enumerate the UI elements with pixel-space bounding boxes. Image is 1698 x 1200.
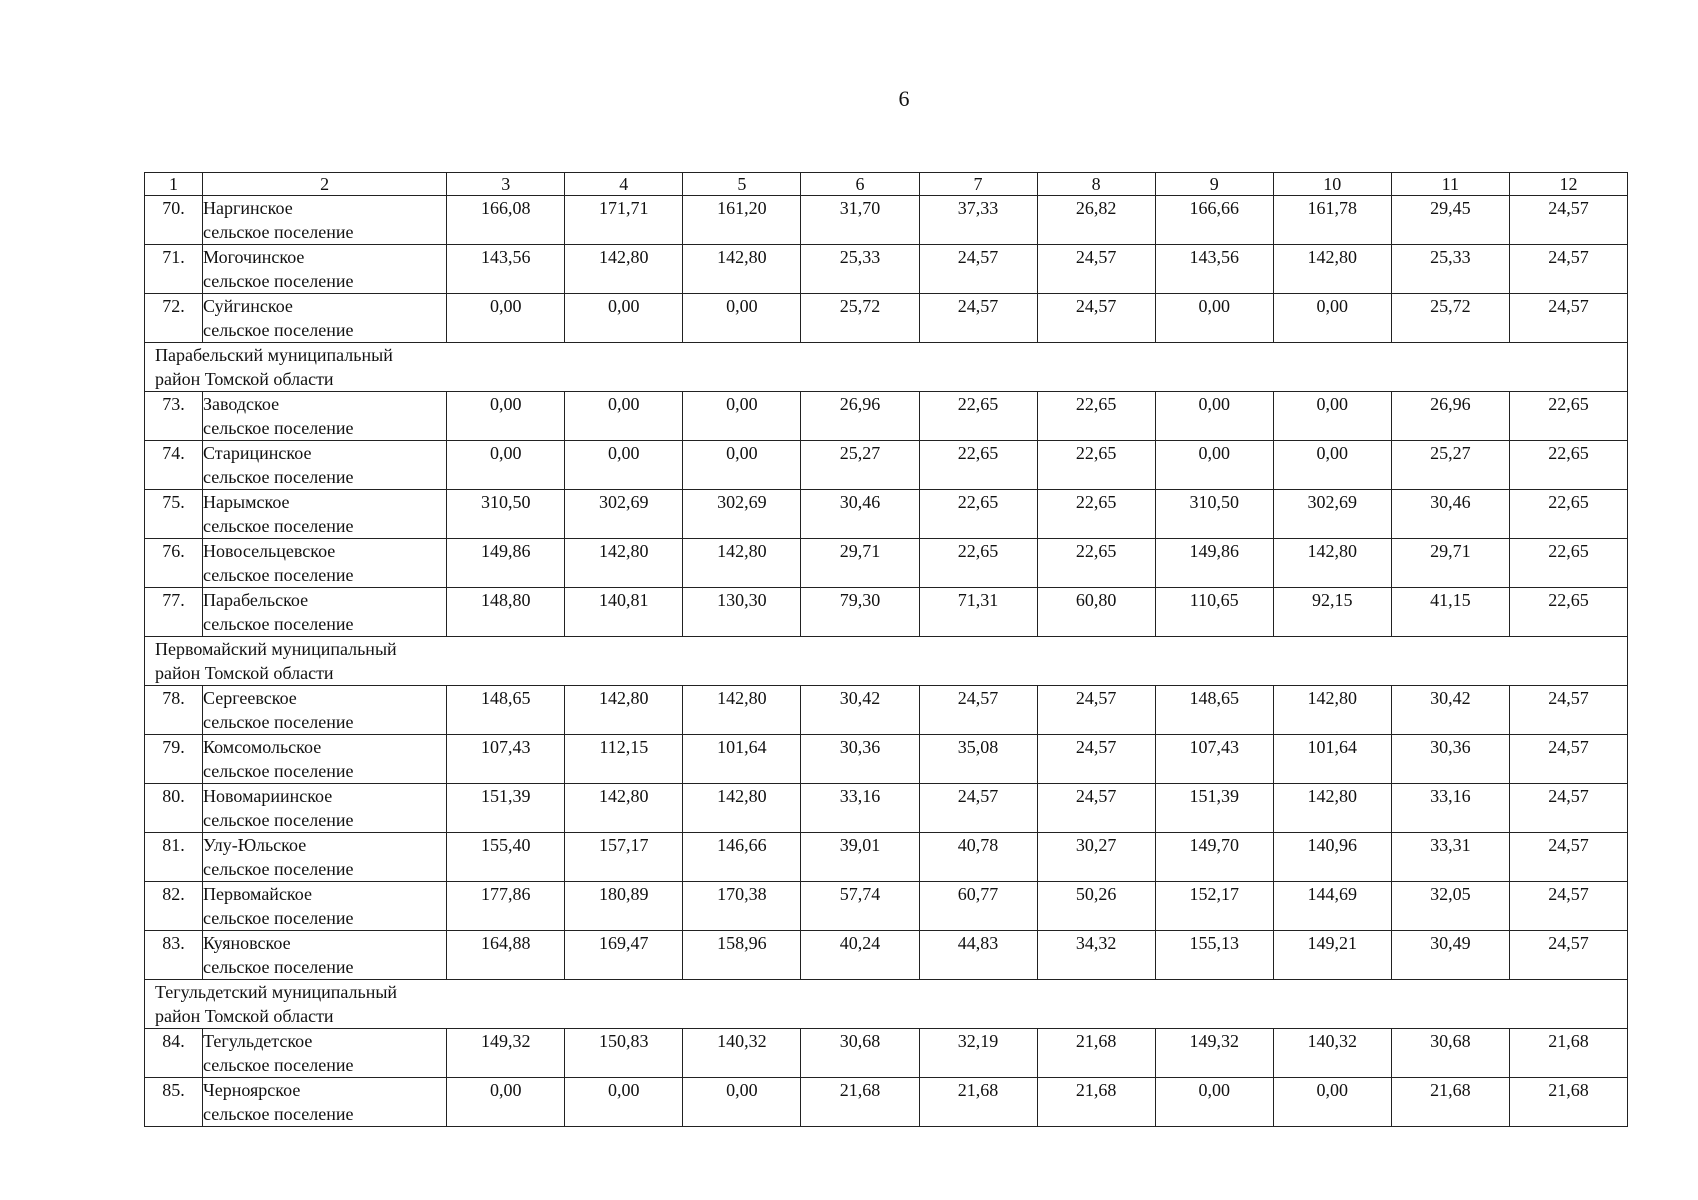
settlement-name-line1: Могочинское [203,247,305,267]
value-cell: 0,00 [565,294,683,343]
value-cell: 25,27 [801,441,919,490]
value-cell: 0,00 [565,441,683,490]
value-cell: 140,96 [1273,833,1391,882]
header-row [145,173,1628,196]
value-cell: 25,72 [1391,294,1509,343]
value-cell: 40,78 [919,833,1037,882]
value-cell: 0,00 [1273,1078,1391,1127]
value-cell: 44,83 [919,931,1037,980]
settlement-name-line1: Наргинское [203,198,293,218]
table-row [145,931,1628,980]
settlement-name-line2: сельское поселение [203,859,354,879]
row-number: 84. [145,1029,203,1078]
value-cell: 142,80 [1273,539,1391,588]
value-cell: 24,57 [1509,735,1627,784]
value-cell: 24,57 [919,245,1037,294]
row-number: 72. [145,294,203,343]
value-cell: 0,00 [447,1078,565,1127]
value-cell: 21,68 [1509,1029,1627,1078]
value-cell: 0,00 [447,441,565,490]
value-cell: 302,69 [565,490,683,539]
header-cell: 12 [1509,173,1627,196]
value-cell: 169,47 [565,931,683,980]
value-cell: 24,57 [919,784,1037,833]
value-cell: 22,65 [1037,490,1155,539]
value-cell: 161,20 [683,196,801,245]
value-cell: 24,57 [1509,686,1627,735]
value-cell: 142,80 [683,245,801,294]
value-cell: 310,50 [1155,490,1273,539]
value-cell: 107,43 [447,735,565,784]
value-cell: 22,65 [919,539,1037,588]
value-cell: 24,57 [1037,784,1155,833]
settlement-name-line1: Комсомольское [203,737,322,757]
settlement-name-line2: сельское поселение [203,810,354,830]
group-title [145,343,1628,392]
value-cell: 25,33 [1391,245,1509,294]
value-cell: 22,65 [1509,441,1627,490]
value-cell: 30,42 [801,686,919,735]
value-cell: 24,57 [919,686,1037,735]
header-cell: 6 [801,173,919,196]
value-cell: 151,39 [1155,784,1273,833]
row-number: 82. [145,882,203,931]
value-cell: 148,65 [447,686,565,735]
group-row [145,343,1628,392]
row-number: 70. [145,196,203,245]
settlement-name [203,784,447,833]
table-row [145,196,1628,245]
value-cell: 33,31 [1391,833,1509,882]
value-cell: 140,81 [565,588,683,637]
settlement-name [203,686,447,735]
value-cell: 142,80 [1273,784,1391,833]
value-cell: 30,49 [1391,931,1509,980]
value-cell: 24,57 [1509,784,1627,833]
value-cell: 143,56 [1155,245,1273,294]
value-cell: 142,80 [683,784,801,833]
table-row [145,294,1628,343]
value-cell: 24,57 [1509,196,1627,245]
value-cell: 24,57 [1509,245,1627,294]
value-cell: 0,00 [1155,294,1273,343]
value-cell: 0,00 [683,1078,801,1127]
value-cell: 0,00 [1273,441,1391,490]
value-cell: 157,17 [565,833,683,882]
header-cell: 10 [1273,173,1391,196]
table-row [145,784,1628,833]
value-cell: 144,69 [1273,882,1391,931]
settlement-name [203,1078,447,1127]
settlement-name [203,490,447,539]
value-cell: 30,46 [1391,490,1509,539]
value-cell: 177,86 [447,882,565,931]
value-cell: 26,96 [801,392,919,441]
group-title-line1: Парабельский муниципальный [155,345,393,365]
value-cell: 146,66 [683,833,801,882]
table-row [145,1029,1628,1078]
table-body [145,173,1628,1127]
group-title-line2: район Томской области [155,663,334,683]
settlement-name-line1: Тегульдетское [203,1031,313,1051]
value-cell: 37,33 [919,196,1037,245]
value-cell: 0,00 [683,392,801,441]
value-cell: 29,71 [1391,539,1509,588]
table-row [145,588,1628,637]
row-number: 85. [145,1078,203,1127]
settlement-name-line2: сельское поселение [203,957,354,977]
value-cell: 21,68 [919,1078,1037,1127]
value-cell: 22,65 [1509,392,1627,441]
value-cell: 143,56 [447,245,565,294]
value-cell: 302,69 [683,490,801,539]
settlement-name-line2: сельское поселение [203,271,354,291]
value-cell: 24,57 [1509,882,1627,931]
value-cell: 92,15 [1273,588,1391,637]
value-cell: 0,00 [447,294,565,343]
group-title [145,980,1628,1029]
value-cell: 149,86 [1155,539,1273,588]
value-cell: 142,80 [1273,686,1391,735]
settlement-name-line2: сельское поселение [203,614,354,634]
settlement-name [203,539,447,588]
value-cell: 0,00 [565,1078,683,1127]
settlement-name-line2: сельское поселение [203,418,354,438]
table-row [145,882,1628,931]
value-cell: 0,00 [1273,392,1391,441]
group-title-line1: Тегульдетский муниципальный [155,982,398,1002]
row-number: 83. [145,931,203,980]
value-cell: 0,00 [683,294,801,343]
value-cell: 21,68 [1509,1078,1627,1127]
value-cell: 142,80 [683,686,801,735]
table-row [145,539,1628,588]
header-cell: 4 [565,173,683,196]
settlement-name [203,196,447,245]
settlement-name-line1: Куяновское [203,933,291,953]
settlement-name-line1: Заводское [203,394,280,414]
value-cell: 152,17 [1155,882,1273,931]
value-cell: 22,65 [919,490,1037,539]
value-cell: 22,65 [1037,441,1155,490]
value-cell: 71,31 [919,588,1037,637]
value-cell: 21,68 [801,1078,919,1127]
value-cell: 171,71 [565,196,683,245]
header-cell: 3 [447,173,565,196]
value-cell: 142,80 [1273,245,1391,294]
settlement-name-line2: сельское поселение [203,320,354,340]
value-cell: 22,65 [1037,392,1155,441]
value-cell: 0,00 [1155,392,1273,441]
value-cell: 24,57 [919,294,1037,343]
value-cell: 31,70 [801,196,919,245]
row-number: 74. [145,441,203,490]
table-row [145,245,1628,294]
value-cell: 0,00 [683,441,801,490]
value-cell: 21,68 [1391,1078,1509,1127]
value-cell: 24,57 [1037,686,1155,735]
value-cell: 30,36 [801,735,919,784]
table-row [145,833,1628,882]
value-cell: 140,32 [683,1029,801,1078]
settlement-name-line2: сельское поселение [203,516,354,536]
table-row [145,735,1628,784]
value-cell: 101,64 [1273,735,1391,784]
value-cell: 148,65 [1155,686,1273,735]
value-cell: 0,00 [565,392,683,441]
settlement-name-line1: Сергеевское [203,688,297,708]
value-cell: 26,82 [1037,196,1155,245]
value-cell: 32,05 [1391,882,1509,931]
value-cell: 110,65 [1155,588,1273,637]
value-cell: 166,66 [1155,196,1273,245]
value-cell: 33,16 [1391,784,1509,833]
value-cell: 140,32 [1273,1029,1391,1078]
value-cell: 30,68 [1391,1029,1509,1078]
table-row [145,392,1628,441]
table-row [145,686,1628,735]
settlement-name [203,441,447,490]
value-cell: 310,50 [447,490,565,539]
group-title [145,637,1628,686]
value-cell: 112,15 [565,735,683,784]
value-cell: 25,72 [801,294,919,343]
value-cell: 30,27 [1037,833,1155,882]
settlement-name [203,833,447,882]
value-cell: 29,45 [1391,196,1509,245]
value-cell: 22,65 [1037,539,1155,588]
value-cell: 142,80 [683,539,801,588]
value-cell: 149,70 [1155,833,1273,882]
value-cell: 0,00 [1155,1078,1273,1127]
settlement-name [203,1029,447,1078]
value-cell: 60,77 [919,882,1037,931]
value-cell: 22,65 [1509,490,1627,539]
value-cell: 0,00 [1273,294,1391,343]
settlement-name-line2: сельское поселение [203,908,354,928]
value-cell: 50,26 [1037,882,1155,931]
table-row [145,441,1628,490]
group-title-line2: район Томской области [155,1006,334,1026]
settlement-name-line1: Новомариинское [203,786,333,806]
group-title-line1: Первомайский муниципальный [155,639,397,659]
settlement-name-line1: Суйгинское [203,296,293,316]
row-number: 79. [145,735,203,784]
row-number: 77. [145,588,203,637]
value-cell: 0,00 [1155,441,1273,490]
row-number: 73. [145,392,203,441]
value-cell: 302,69 [1273,490,1391,539]
value-cell: 155,40 [447,833,565,882]
value-cell: 107,43 [1155,735,1273,784]
header-cell: 7 [919,173,1037,196]
header-cell: 8 [1037,173,1155,196]
table-row [145,1078,1628,1127]
value-cell: 29,71 [801,539,919,588]
value-cell: 30,68 [801,1029,919,1078]
settlement-name-line1: Новосельцевское [203,541,336,561]
value-cell: 149,32 [1155,1029,1273,1078]
value-cell: 22,65 [919,392,1037,441]
settlement-name-line2: сельское поселение [203,1055,354,1075]
value-cell: 21,68 [1037,1029,1155,1078]
value-cell: 148,80 [447,588,565,637]
value-cell: 142,80 [565,686,683,735]
value-cell: 101,64 [683,735,801,784]
group-title-line2: район Томской области [155,369,334,389]
value-cell: 25,27 [1391,441,1509,490]
settlement-name-line1: Улу-Юльское [203,835,307,855]
settlement-name-line2: сельское поселение [203,1104,354,1124]
header-cell: 2 [203,173,447,196]
header-cell: 1 [145,173,203,196]
value-cell: 30,46 [801,490,919,539]
value-cell: 24,57 [1509,833,1627,882]
value-cell: 22,65 [919,441,1037,490]
value-cell: 24,57 [1509,931,1627,980]
value-cell: 170,38 [683,882,801,931]
value-cell: 180,89 [565,882,683,931]
settlement-name [203,245,447,294]
header-cell: 5 [683,173,801,196]
value-cell: 25,33 [801,245,919,294]
settlement-name [203,931,447,980]
value-cell: 35,08 [919,735,1037,784]
settlement-name [203,588,447,637]
value-cell: 24,57 [1037,735,1155,784]
value-cell: 130,30 [683,588,801,637]
page-number: 6 [898,86,910,111]
value-cell: 0,00 [447,392,565,441]
settlement-name-line2: сельское поселение [203,467,354,487]
value-cell: 57,74 [801,882,919,931]
settlement-name [203,735,447,784]
group-row [145,980,1628,1029]
value-cell: 30,36 [1391,735,1509,784]
settlement-name-line1: Старицинское [203,443,312,463]
value-cell: 142,80 [565,784,683,833]
value-cell: 24,57 [1509,294,1627,343]
value-cell: 149,32 [447,1029,565,1078]
value-cell: 41,15 [1391,588,1509,637]
value-cell: 164,88 [447,931,565,980]
value-cell: 39,01 [801,833,919,882]
settlement-name-line2: сельское поселение [203,565,354,585]
value-cell: 142,80 [565,245,683,294]
value-cell: 166,08 [447,196,565,245]
settlement-name-line1: Нарымское [203,492,290,512]
row-number: 81. [145,833,203,882]
value-cell: 158,96 [683,931,801,980]
row-number: 78. [145,686,203,735]
settlement-name-line2: сельское поселение [203,222,354,242]
value-cell: 24,57 [1037,294,1155,343]
settlement-name-line1: Первомайское [203,884,312,904]
settlement-name [203,882,447,931]
value-cell: 149,21 [1273,931,1391,980]
settlement-name-line1: Черноярское [203,1080,301,1100]
row-number: 80. [145,784,203,833]
row-number: 75. [145,490,203,539]
settlement-name [203,392,447,441]
settlement-name-line2: сельское поселение [203,712,354,732]
value-cell: 40,24 [801,931,919,980]
row-number: 76. [145,539,203,588]
value-cell: 79,30 [801,588,919,637]
value-cell: 30,42 [1391,686,1509,735]
value-cell: 150,83 [565,1029,683,1078]
value-cell: 22,65 [1509,588,1627,637]
value-cell: 161,78 [1273,196,1391,245]
header-cell: 11 [1391,173,1509,196]
value-cell: 142,80 [565,539,683,588]
settlement-name-line1: Парабельское [203,590,309,610]
value-cell: 24,57 [1037,245,1155,294]
value-cell: 32,19 [919,1029,1037,1078]
value-cell: 155,13 [1155,931,1273,980]
value-cell: 22,65 [1509,539,1627,588]
value-cell: 149,86 [447,539,565,588]
row-number: 71. [145,245,203,294]
table-row [145,490,1628,539]
header-cell: 9 [1155,173,1273,196]
value-cell: 33,16 [801,784,919,833]
group-row [145,637,1628,686]
tariff-table [144,172,1628,1127]
settlement-name [203,294,447,343]
value-cell: 151,39 [447,784,565,833]
value-cell: 21,68 [1037,1078,1155,1127]
value-cell: 26,96 [1391,392,1509,441]
settlement-name-line2: сельское поселение [203,761,354,781]
value-cell: 34,32 [1037,931,1155,980]
value-cell: 60,80 [1037,588,1155,637]
